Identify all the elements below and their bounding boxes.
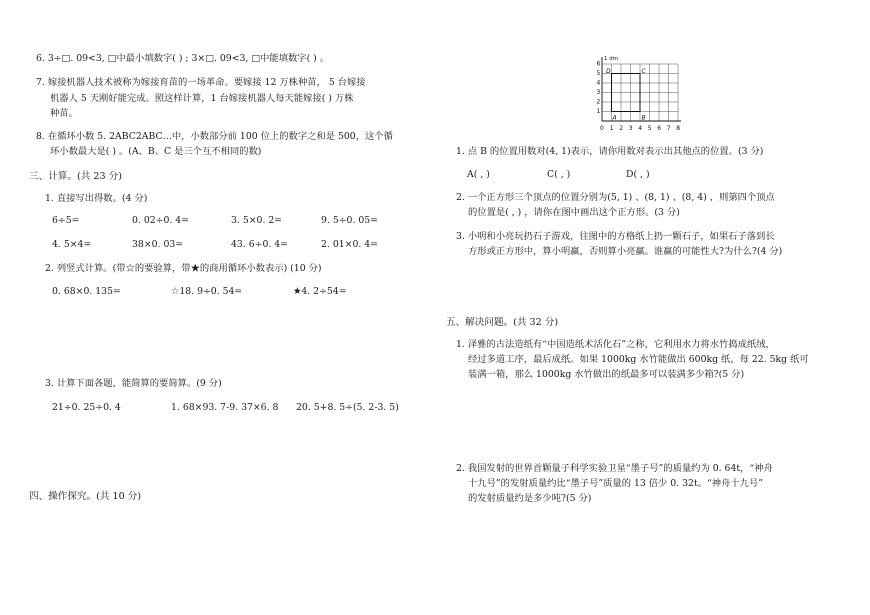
s4-q3-line-1: 3. 小明和小亮玩扔石子游戏，往图中的方格纸上扔一颗石子，如果石子落到长	[456, 231, 775, 242]
question-8-line-1: 8. 在循环小数 5. 2ABC2ABC…中，小数部分前 100 位上的数字之和是 500，这个循	[36, 131, 393, 142]
s3-q2-item-3: ★4. 2÷54=	[293, 286, 347, 297]
s5-q2-line-1: 2. 我国发射的世界首颗量子科学实验卫星“墨子号”的质量约为 0. 64t，“神舟	[456, 463, 773, 474]
x-tick-0: 0	[600, 125, 604, 132]
question-7-line-2: 机器人 5 天刚好能完成。照这样计算，1 台嫁接机器人每天能嫁接( ) 万株	[50, 93, 354, 104]
s3-q3-item-1: 21÷0. 25÷0. 4	[52, 402, 121, 413]
x-tick-1: 1	[609, 125, 614, 132]
s3-q1-r1-c3: 3. 5×0. 2=	[231, 215, 283, 226]
s3-q1-title: 1. 直接写出得数。(4 分)	[45, 193, 148, 204]
y-tick-3: 3	[596, 89, 601, 96]
question-8-line-2: 环小数最大是( ) 。(A、B、C 是三个互不相同的数)	[50, 146, 262, 157]
coordinate-grid	[592, 54, 692, 136]
s4-q2-line-1: 2. 一个正方形三个顶点的位置分别为(5, 1) 、(8, 1) 、(8, 4) ，则第四个顶点	[456, 192, 775, 203]
section-5-title: 五、解决问题。(共 32 分)	[446, 317, 559, 328]
s4-q1-answer-d: D( , )	[626, 169, 650, 180]
s3-q1-r2-c3: 43. 6÷0. 4=	[231, 239, 288, 250]
point-b-label: B	[641, 114, 646, 122]
s4-q1: 1. 点 B 的位置用数对(4, 1)表示，请你用数对表示出其他点的位置。(3 分)	[456, 146, 764, 157]
x-tick-8: 8	[676, 125, 681, 132]
y-tick-6: 6	[596, 60, 601, 68]
question-7-line-3: 种苗。	[50, 108, 78, 119]
s4-q1-answer-a: A( , )	[467, 169, 490, 180]
s3-q2-item-2: ☆18. 9÷0. 54=	[171, 286, 243, 297]
s4-q2-line-2: 的位置是( , ) ，请你在图中画出这个正方形。(3 分)	[468, 207, 680, 218]
y-tick-4: 4	[596, 79, 601, 87]
s3-q1-r1-c4: 9. 5÷0. 05=	[321, 215, 378, 226]
point-a-label: A	[612, 114, 617, 122]
grid-unit-label: 1 dm	[604, 56, 619, 62]
section-3-title: 三、计算。(共 23 分)	[29, 171, 122, 182]
s3-q3-title: 3. 计算下面各题，能简算的要简算。(9 分)	[45, 378, 222, 389]
s4-q3-line-2: 方形或正方形中，算小明赢，否则算小亮赢。谁赢的可能性大?为什么?(4 分)	[468, 246, 783, 257]
y-tick-2: 2	[596, 98, 601, 106]
s5-q1-line-2: 经过多道工序，最后成纸。如果 1000kg 水竹能做出 600kg 纸，每 22. 5kg 纸可	[468, 354, 809, 365]
x-tick-5: 5	[647, 125, 652, 132]
point-c-label: C	[641, 68, 646, 75]
s3-q1-r2-c2: 38×0. 03=	[132, 239, 184, 250]
s5-q2-line-2: 十九号”的发射质量约比“墨子号”质量的 13 倍少 0. 32t。“神舟十九号”	[468, 478, 763, 489]
s3-q3-item-3: 20. 5+8. 5÷(5. 2-3. 5)	[296, 402, 399, 413]
x-tick-7: 7	[666, 125, 671, 132]
x-tick-6: 6	[657, 125, 662, 132]
s5-q1-line-1: 1. 泽雅的古法造纸有“中国造纸术活化石”之称，它利用水力将水竹捣成纸绒，	[456, 339, 775, 350]
s3-q1-r2-c4: 2. 01×0. 4=	[321, 239, 378, 250]
x-tick-3: 3	[628, 125, 633, 132]
s4-q1-answer-c: C( , )	[547, 169, 571, 180]
x-tick-2: 2	[619, 125, 624, 132]
question-6: 6. 3÷□. 09<3, □中最小填数字( ) ; 3×□. 09<3, □中能填数字( ) 。	[36, 53, 330, 64]
s3-q2-title: 2. 列竖式计算。(带☆的要验算，带★的商用循环小数表示) (10 分)	[45, 263, 322, 274]
s3-q3-item-2: 1. 68×93. 7-9. 37×6. 8	[171, 402, 279, 413]
s5-q1-line-3: 装满一箱，那么 1000kg 水竹做出的纸最多可以装满多少箱?(5 分)	[468, 369, 745, 380]
s3-q2-item-1: 0. 68×0. 135=	[52, 286, 121, 297]
y-tick-5: 5	[596, 70, 601, 77]
point-d-label: D	[606, 68, 611, 75]
s3-q1-r2-c1: 4. 5×4=	[52, 239, 92, 250]
x-tick-4: 4	[638, 125, 643, 132]
question-7-line-1: 7. 嫁接机器人技术被称为嫁接育苗的一场革命。要嫁接 12 万株种苗， 5 台嫁接	[36, 77, 366, 88]
section-4-title: 四、操作探究。(共 10 分)	[29, 491, 142, 502]
s5-q2-line-3: 的发射质量约是多少吨?(5 分)	[468, 493, 592, 504]
s3-q1-r1-c1: 6÷5=	[52, 215, 80, 226]
s3-q1-r1-c2: 0. 02÷0. 4=	[132, 215, 189, 226]
y-tick-1: 1	[596, 108, 601, 115]
